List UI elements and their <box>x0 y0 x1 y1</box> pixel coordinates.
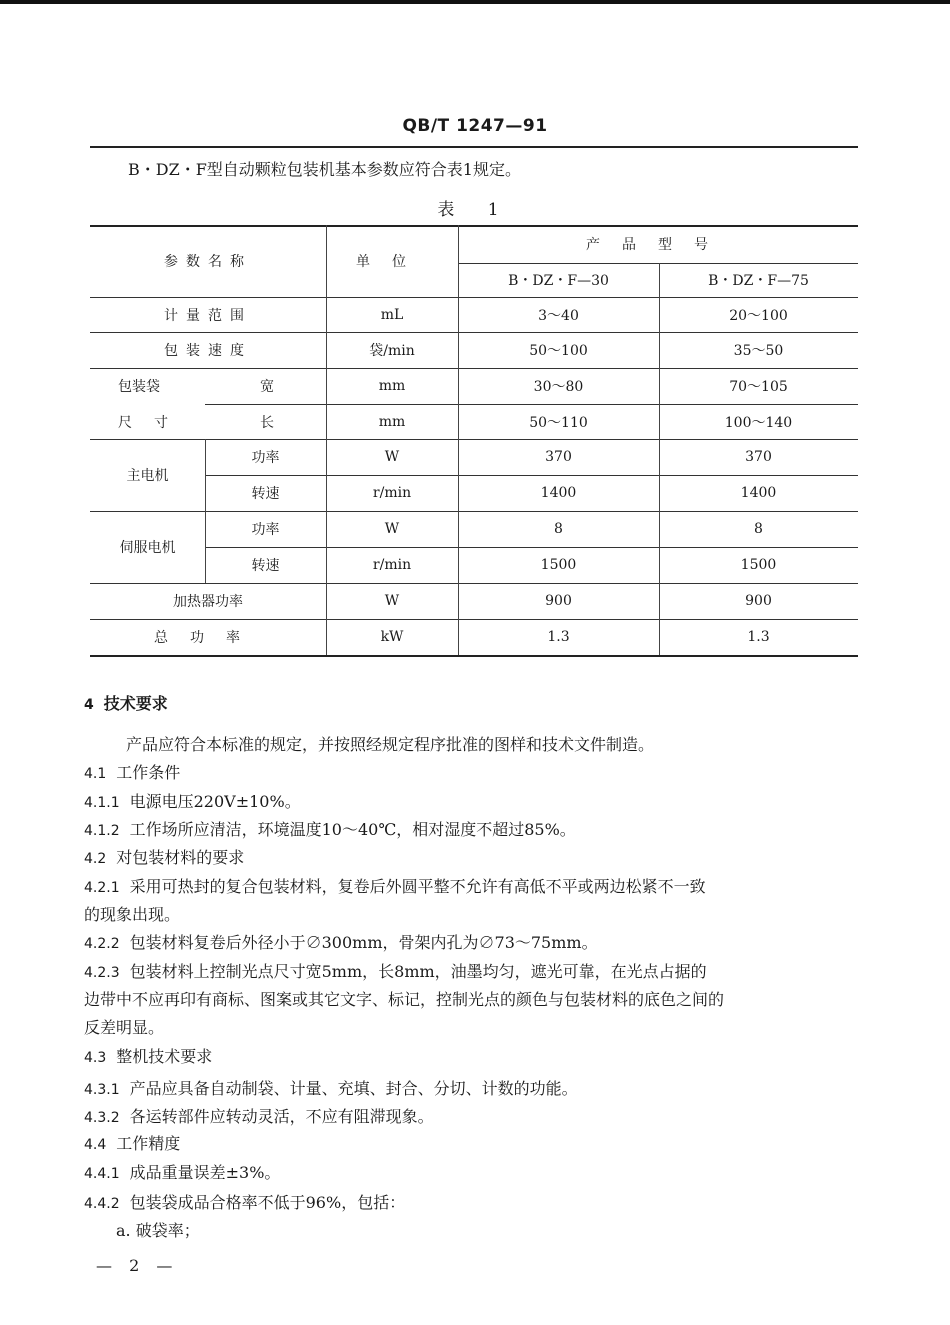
header-model-30: B・DZ・F—30 <box>508 273 609 289</box>
row-servo-rpm-v1: 1500 <box>540 557 577 573</box>
row-main-power-v1: 370 <box>545 449 572 465</box>
section-number: 4 <box>84 697 94 713</box>
row-servo-power-unit: W <box>384 521 400 537</box>
row-main-motor-group: 主电机 <box>126 468 169 484</box>
clause-4-1-2 <box>84 817 576 840</box>
row-servo-rpm-v2: 1500 <box>740 557 777 573</box>
row-heater-name: 加热器功率 <box>173 594 243 610</box>
row-servo-rpm-name: 转速 <box>251 558 280 574</box>
row-speed-name: 包装速度 <box>164 343 252 359</box>
row-main-power-v2: 370 <box>745 449 772 465</box>
row-main-rpm-name: 转速 <box>251 486 280 502</box>
clause-4-4-1 <box>84 1160 280 1183</box>
clause-text: 包装材料上控制光点尺寸宽5mm，长8mm，油墨均匀，遮光可靠，在光点占据的 <box>129 962 707 981</box>
clause-4-2-2 <box>84 930 598 953</box>
row-bag-length-v1: 50～110 <box>529 414 588 431</box>
header-product-model: 产品型号 <box>586 237 730 253</box>
clause-4-2-1 <box>84 874 706 897</box>
clause-text: 采用可热封的复合包装材料，复卷后外圆平整不允许有高低不平或两边松紧不一致 <box>129 877 706 896</box>
list-item-a: a. 破袋率； <box>116 1221 200 1240</box>
row-measure-v2: 20～100 <box>729 307 788 324</box>
clause-number: 4.1.1 <box>84 795 120 811</box>
row-heater-unit: W <box>384 593 400 609</box>
clause-text: 包装袋成品合格率不低于96%，包括： <box>129 1193 406 1212</box>
clause-number: 4.4.1 <box>84 1166 120 1182</box>
section-4-text: 产品应符合本标准的规定，并按照经规定程序批准的图样和技术文件制造。 <box>126 735 655 754</box>
section-4-heading <box>84 691 168 714</box>
clause-text: 成品重量误差±3%。 <box>129 1163 281 1182</box>
clause-4-2-3-cont2: 反差明显。 <box>84 1018 165 1037</box>
clause-text: 对包装材料的要求 <box>116 848 245 867</box>
clause-4-4 <box>84 1131 180 1154</box>
row-main-rpm-v2: 1400 <box>740 485 777 501</box>
row-servo-power-v1: 8 <box>554 521 563 537</box>
row-heater-v1: 900 <box>545 593 572 609</box>
standard-code: QB/T 1247—91 <box>402 116 548 136</box>
clause-text: 电源电压220V±10%。 <box>129 792 301 811</box>
row-total-name: 总功率 <box>154 630 262 646</box>
row-speed-v2: 35～50 <box>733 343 784 359</box>
row-total-v2: 1.3 <box>747 629 770 645</box>
header-rule <box>90 146 858 148</box>
clause-text: 工作条件 <box>116 763 181 782</box>
parameter-table <box>90 225 858 657</box>
clause-text: 各运转部件应转动灵活，不应有阻滞现象。 <box>129 1107 434 1126</box>
clause-4-3-1 <box>84 1076 578 1099</box>
clause-number: 4.3 <box>84 1050 107 1066</box>
clause-number: 4.1.2 <box>84 823 120 839</box>
row-bag-group2: 尺寸 <box>118 414 190 431</box>
clause-4-4-2 <box>84 1190 405 1213</box>
clause-number: 4.3.1 <box>84 1082 120 1098</box>
table-caption: 表 1 <box>437 200 513 220</box>
clause-4-1 <box>84 760 180 783</box>
intro-text: B・DZ・F型自动颗粒包装机基本参数应符合表1规定。 <box>128 160 521 179</box>
clause-number: 4.1 <box>84 766 107 782</box>
clause-number: 4.2.3 <box>84 965 120 981</box>
clause-text: 工作场所应清洁，环境温度10～40℃，相对湿度不超过85%。 <box>129 820 576 839</box>
header-model-75: B・DZ・F—75 <box>708 273 809 289</box>
clause-text: 包装材料复卷后外径小于∅300mm，骨架内孔为∅73～75mm。 <box>129 933 598 952</box>
clause-number: 4.4.2 <box>84 1196 120 1212</box>
clause-4-2-3-cont: 边带中不应再印有商标、图案或其它文字、标记，控制光点的颜色与包装材料的底色之间的 <box>84 990 725 1009</box>
clause-4-3-2 <box>84 1104 434 1127</box>
section-title: 技术要求 <box>103 694 168 713</box>
row-measure-name: 计量范围 <box>164 307 252 324</box>
clause-text: 整机技术要求 <box>116 1047 213 1066</box>
row-main-power-name: 功率 <box>251 450 280 466</box>
row-servo-motor-group: 伺服电机 <box>119 540 176 556</box>
top-border <box>0 0 950 4</box>
row-speed-v1: 50～100 <box>529 343 588 359</box>
row-main-power-unit: W <box>384 449 400 465</box>
row-measure-unit: mL <box>380 306 404 323</box>
clause-text: 产品应具备自动制袋、计量、充填、封合、分切、计数的功能。 <box>129 1079 578 1098</box>
row-heater-v2: 900 <box>745 593 772 609</box>
clause-number: 4.2.1 <box>84 880 120 896</box>
header-param-name: 参数名称 <box>164 254 252 270</box>
row-total-unit: kW <box>380 629 404 645</box>
clause-number: 4.4 <box>84 1137 107 1153</box>
row-bag-length-unit: mm <box>378 413 406 430</box>
row-bag-width-name: 宽 <box>260 379 274 395</box>
row-measure-v1: 3～40 <box>538 307 579 324</box>
clause-number: 4.2.2 <box>84 936 120 952</box>
clause-number: 4.2 <box>84 851 107 867</box>
row-servo-power-v2: 8 <box>754 521 763 537</box>
header-unit: 单位 <box>356 254 428 270</box>
clause-4-1-1 <box>84 789 301 812</box>
page-number: — 2 — <box>96 1256 179 1275</box>
row-bag-group1: 包装袋 <box>118 379 160 395</box>
row-main-rpm-unit: r/min <box>372 485 412 501</box>
row-speed-unit: 袋/min <box>369 343 415 359</box>
clause-4-2-1-cont: 的现象出现。 <box>84 905 181 924</box>
row-bag-length-v2: 100～140 <box>724 414 793 431</box>
row-servo-power-name: 功率 <box>251 522 280 538</box>
row-bag-width-v1: 30～80 <box>533 379 584 395</box>
row-total-v1: 1.3 <box>547 629 570 645</box>
table-bottom-rule <box>90 655 858 657</box>
row-main-rpm-v1: 1400 <box>540 485 577 501</box>
row-bag-length-name: 长 <box>260 414 274 431</box>
clause-number: 4.3.2 <box>84 1110 120 1126</box>
clause-text: 工作精度 <box>116 1134 181 1153</box>
row-servo-rpm-unit: r/min <box>372 557 412 573</box>
clause-4-2-3 <box>84 959 707 982</box>
row-bag-width-v2: 70～105 <box>729 379 788 395</box>
clause-4-2 <box>84 845 244 868</box>
row-bag-width-unit: mm <box>378 378 406 394</box>
clause-4-3 <box>84 1044 212 1067</box>
